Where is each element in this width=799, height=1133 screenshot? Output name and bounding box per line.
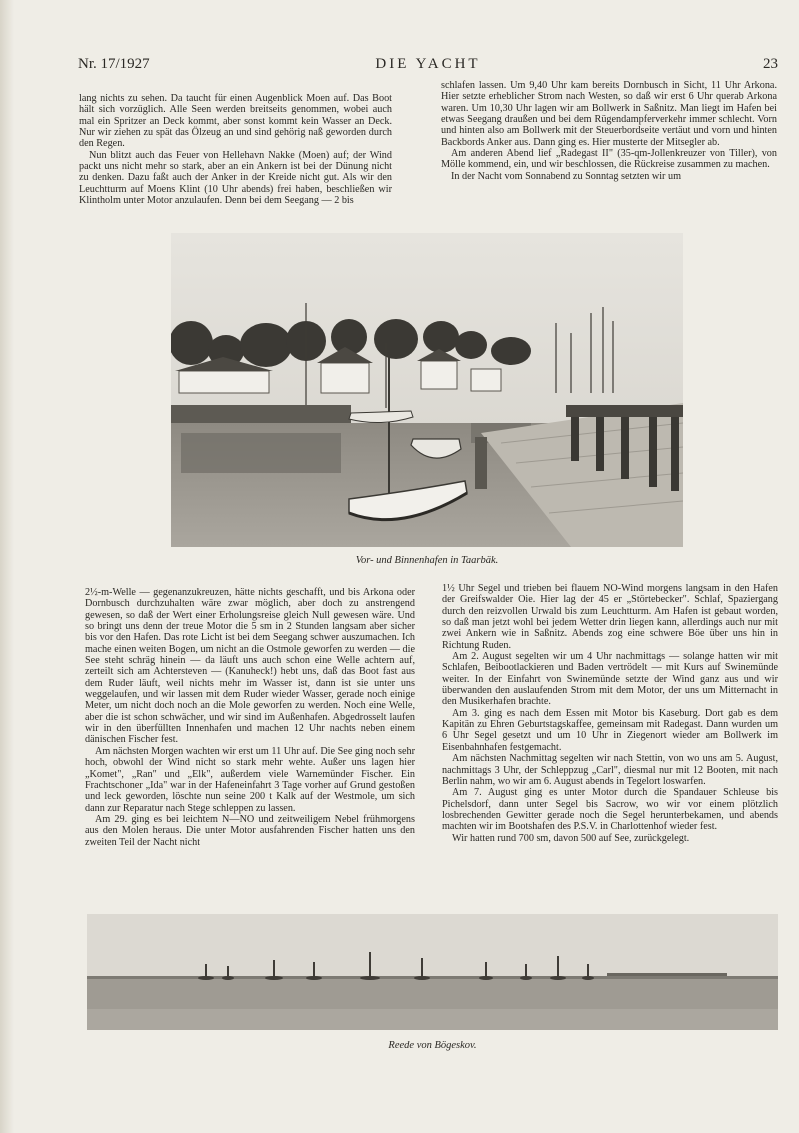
photo-caption: Vor- und Binnenhafen in Taarbäk. [355,555,499,566]
paragraph: 2½-m-Welle — gegenanzukreuzen, hätte nichts geschafft, und bis Arkona oder Dornbusch durchzuhalten wäre zwar möglich, aber doch zu anstrengend gewesen, so daß der Wert einer Erholungsreise gleich Null gewesen wäre. Und so bringt uns denn der treue Motor die 5 sm in 2 Stunden langsam aber sicher bis vor den Hafen. Das rote Licht ist bei dem Seegang schwer auszumachen. Ich mache einen weiten Bogen, um nicht an die Ostmole geworfen zu werden — die See steht schräg hinein — da läuft uns auch schon eine Welle achtern auf, zerteilt sich am Achtersteven — (Kanuheck!) hebt uns, daß das Boot fast aus dem Ruder läuft, weil nichts mehr im Wasser ist, dann ist sie unter uns weggelaufen, und wir lassen mit dem Ruder wieder Wasser, gerade noch einige Meter, um nicht doch noch an die Mole geworfen zu werden. Noch eine Welle, aber die ist schon schwächer, und wir sind im Außenhafen. Abgedrosselt laufen wir in den überfüllten Innenhafen und machen 12 Uhr nachts neben einem dänischen Fischer fest. [85,587,415,746]
column-bottom-right [442,583,778,844]
photo-caption: Reede von Bögeskov. [388,1040,477,1051]
page-number: 23 [763,56,778,72]
page-edge-shadow [0,0,14,1133]
page-header [78,56,778,76]
issue-number: Nr. 17/1927 [78,56,150,72]
paragraph: Am 2. August segelten wir um 4 Uhr nachmittags — solange hatten wir mit Schlafen, Beibootlackieren und Baden vertrödelt — mit Kurs auf Swinemünde weiter. In der Einfahrt von Swinemünde setzte der Wind ganz aus und wir überwanden den auslaufenden Strom mit dem Motor, der uns um Mitternacht in den Musikerhafen brachte. [442,651,778,708]
paragraph: lang nichts zu sehen. Da taucht für einen Augenblick Moen auf. Das Boot hält sich vorzüglich. Alle Seen werden breitseits genommen, wobei auch mal ein Spritzer an Deck kommt, aber sonst kommt kein Wasser an Deck. Nur wir ziehen zu spät das Ölzeug an und sind gehörig naß geworden durch den Regen. [79,93,392,150]
paragraph: schlafen lassen. Um 9,40 Uhr kam bereits Dornbusch in Sicht, 11 Uhr Arkona. Hier setzte erheblicher Strom nach Westen, so daß wir erst 6 Uhr querab Arkona waren. Um 10,30 Uhr lagen wir am Bollwerk in Saßnitz. Man liegt im Hafen bei etwas Seegang draußen und bei dem Rügendampferverkehr immer schlecht. Vorn und hinten also am Bollwerk mit der Steuerbordseite vertäut und vorn und hinten Backbords Anker aus. Dann ging es. Hier musterte der Mitsegler ab. [441,80,777,148]
paragraph: Am nächsten Morgen wachten wir erst um 11 Uhr auf. Die See ging noch sehr hoch, obwohl der Wind nicht so stark mehr wehte. Außer uns lagen hier „Komet", „Ran" und „Elk", außerdem viele Warnemünder Fischer. Ein Frachtschoner „Ida" war in der Hafeneinfahrt 3 Tage vorher auf Grund gestoßen und leck geworden, löschte nun seine 200 t Kalk auf der Westmole, um sich dann zur Reparatur nach Stege schleppen zu lassen. [85,745,415,814]
paragraph: Am 29. ging es bei leichtem N—NO und zeitweiligem Nebel frühmorgens aus den Molen heraus. Die unter Motor ausfahrenden Fischer hatten uns den zweiten Teil der Nacht nicht [85,813,415,848]
harbor-illustration [171,233,683,547]
paragraph: Wir hatten rund 700 sm, davon 500 auf See, zurückgelegt. [452,832,690,844]
harbor-photo [171,233,683,547]
paragraph: Am nächsten Nachmittag segelten wir nach Stettin, von wo uns am 5. August, nachmittags 3 Uhr, der Schleppzug „Carl", diesmal nur mit 12 Booten, mit nach Berlin nahm, wo wir am 6. August abends in Tegelort loswarfen. [442,753,778,787]
journal-title: DIE YACHT [375,56,481,72]
paragraph: Am 7. August ging es unter Motor durch die Spandauer Schleuse bis Pichelsdorf, dann unter Segel bis Sacrow, wo wir vor einem plötzlich losbrechenden Gewitter gerade noch die Segel herunterbekamen, und abends machten wir im Bootshafen des P.S.V. in Charlottenhof wieder fest. [442,787,778,833]
paragraph: Nun blitzt auch das Feuer von Hellehavn Nakke (Moen) auf; der Wind packt uns nicht mehr so stark, aber an ein Ankern ist bei der Dünung nicht zu denken. Dazu faßt auch der Anker in der Kreide nicht gut. Als wir den Leuchtturm auf Moens Klint (10 Uhr abends) frei haben, beschließen wir Klintholm unter Motor anzulaufen. Denn bei dem Seegang — 2 bis [79,149,392,207]
roadstead-illustration [87,914,778,1030]
paragraph: 1½ Uhr Segel und trieben bei flauem NO-Wind morgens langsam in den Hafen der Greifswalder Oie. Hier lag der 45 er „Störtebecker". Schlaf, Spaziergang durch den reizvollen Urwald bis zum Leuchtturm. Am Hafen ist gebaut worden, so daß man jetzt wohl bei jedem Wetter drin liegen kann, allerdings auch nur mit zwei Ankern wie in Saßnitz. Abends zog eine schwere Böe über uns hin in Richtung Ruden. [442,583,778,651]
paragraph: Am anderen Abend lief „Radegast II" (35-qm-Jollenkreuzer von Tiller), von Mölle kommend, ein, und wir beschlossen, die Rückreise zusammen zu machen. [441,148,777,171]
paragraph: In der Nacht vom Sonnabend zu Sonntag setzten wir um [451,170,682,182]
column-top-left [79,93,392,206]
roadstead-photo [87,914,778,1030]
column-top-right [441,80,777,182]
paragraph: Am 3. ging es nach dem Essen mit Motor bis Kaseburg. Dort gab es dem Kapitän zu Ehren Geburtstagskaffee, gemeinsam mit Radegast. Dann wurden um 6 Uhr Segel gesetzt und um 10 Uhr in Ziegenort wieder am Bollwerk im Eisenbahnhafen festgemacht. [442,707,778,753]
column-bottom-left [85,587,415,848]
